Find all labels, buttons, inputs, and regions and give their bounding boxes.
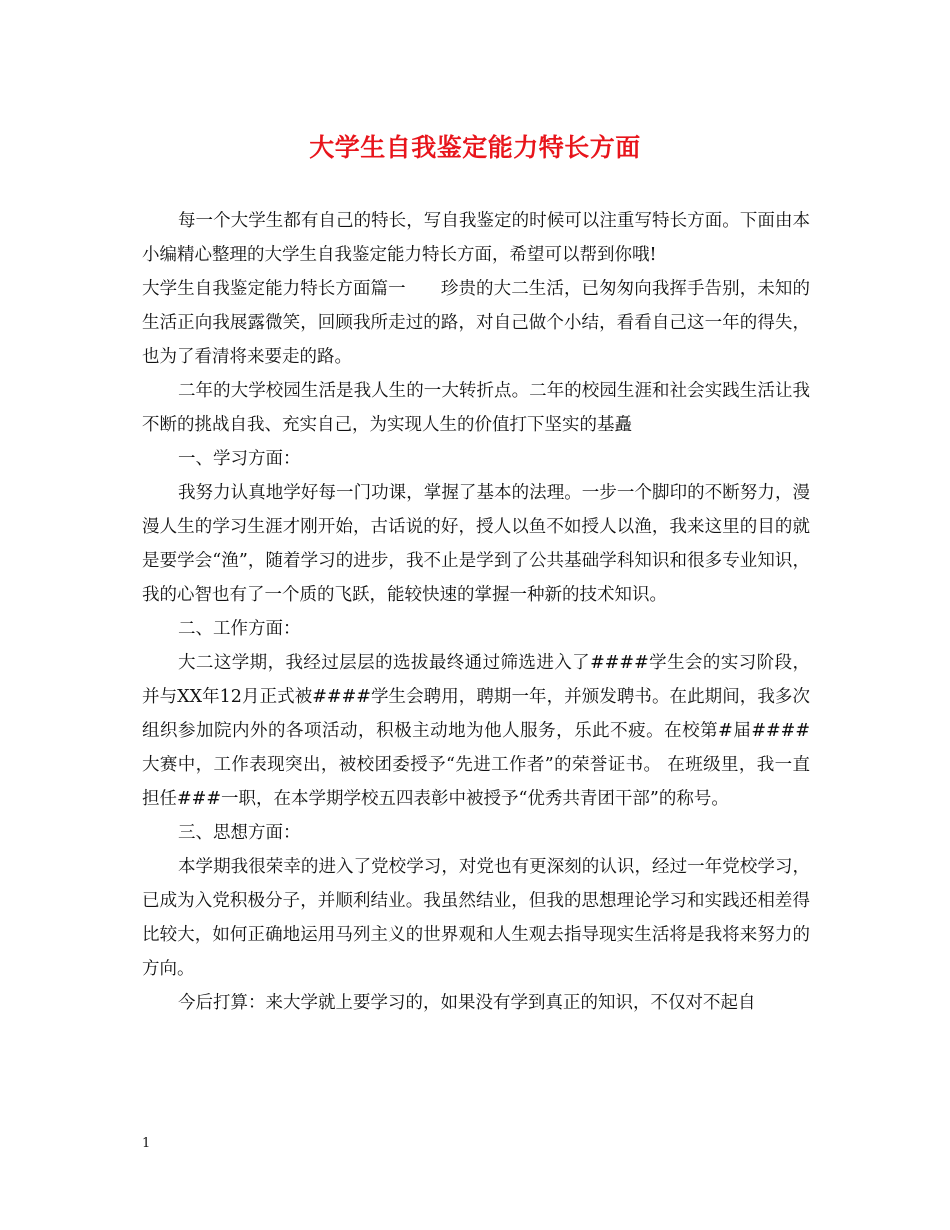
paragraph-study: 我努力认真地学好每一门功课，掌握了基本的法理。一步一个脚印的不断努力，漫漫人生的学习生涯才刚开始，古话说的好，授人以鱼不如授人以渔，我来这里的目的就是要学会“渔”，随着学习的进步，我不止是学到了公共基础学科知识和很多专业知识，我的心智也有了一个质的飞跃，能较快速的掌握一种新的技术知识。 <box>142 483 810 605</box>
paragraph-turning-point: 二年的大学校园生活是我人生的一大转折点。二年的校园生涯和社会实践生活让我不断的挑战自我、充实自己，为实现人生的价值打下坚实的基矗 <box>142 381 810 435</box>
paragraph-work: 大二这学期，我经过层层的选拔最终通过筛选进入了####学生会的实习阶段，并与XX年12月正式被####学生会聘用，聘期一年，并颁发聘书。在此期间，我多次组织参加院内外的各项活动，积极主动地为他人服务，乐此不疲。在校第#届####大赛中，工作表现突出，被校团委授予“先进工作者”的荣誉证书。 在班级里，我一直担任###一职，在本学期学校五四表彰中被授予“优秀共青团干部”的称号。 <box>142 653 810 809</box>
document-body <box>142 204 810 1020</box>
paragraph-future-plan: 今后打算：来大学就上要学习的，如果没有学到真正的知识，不仅对不起自 <box>178 993 756 1013</box>
heading-study: 一、学习方面： <box>178 449 301 469</box>
page-number: 1 <box>142 1136 151 1151</box>
heading-work: 二、工作方面： <box>178 619 301 639</box>
document-title: 大学生自我鉴定能力特长方面 <box>309 133 641 162</box>
paragraph-intro: 每一个大学生都有自己的特长，写自我鉴定的时候可以注重写特长方面。下面由本小编精心整理的大学生自我鉴定能力特长方面，希望可以帮到你哦! <box>142 211 810 265</box>
paragraph-thought: 本学期我很荣幸的进入了党校学习，对党也有更深刻的认识，经过一年党校学习，已成为入党积极分子，并顺利结业。我虽然结业，但我的思想理论学习和实践还相差得比较大，如何正确地运用马列主义的世界观和人生观去指导现实生活将是我将来努力的方向。 <box>142 857 810 979</box>
paragraph-section-heading: 大学生自我鉴定能力特长方面篇一 珍贵的大二生活，已匆匆向我挥手告别，未知的生活正向我展露微笑，回顾我所走过的路，对自己做个小结，看看自己这一年的得失，也为了看清将来要走的路。 <box>142 279 810 367</box>
heading-thought: 三、思想方面： <box>178 823 301 843</box>
